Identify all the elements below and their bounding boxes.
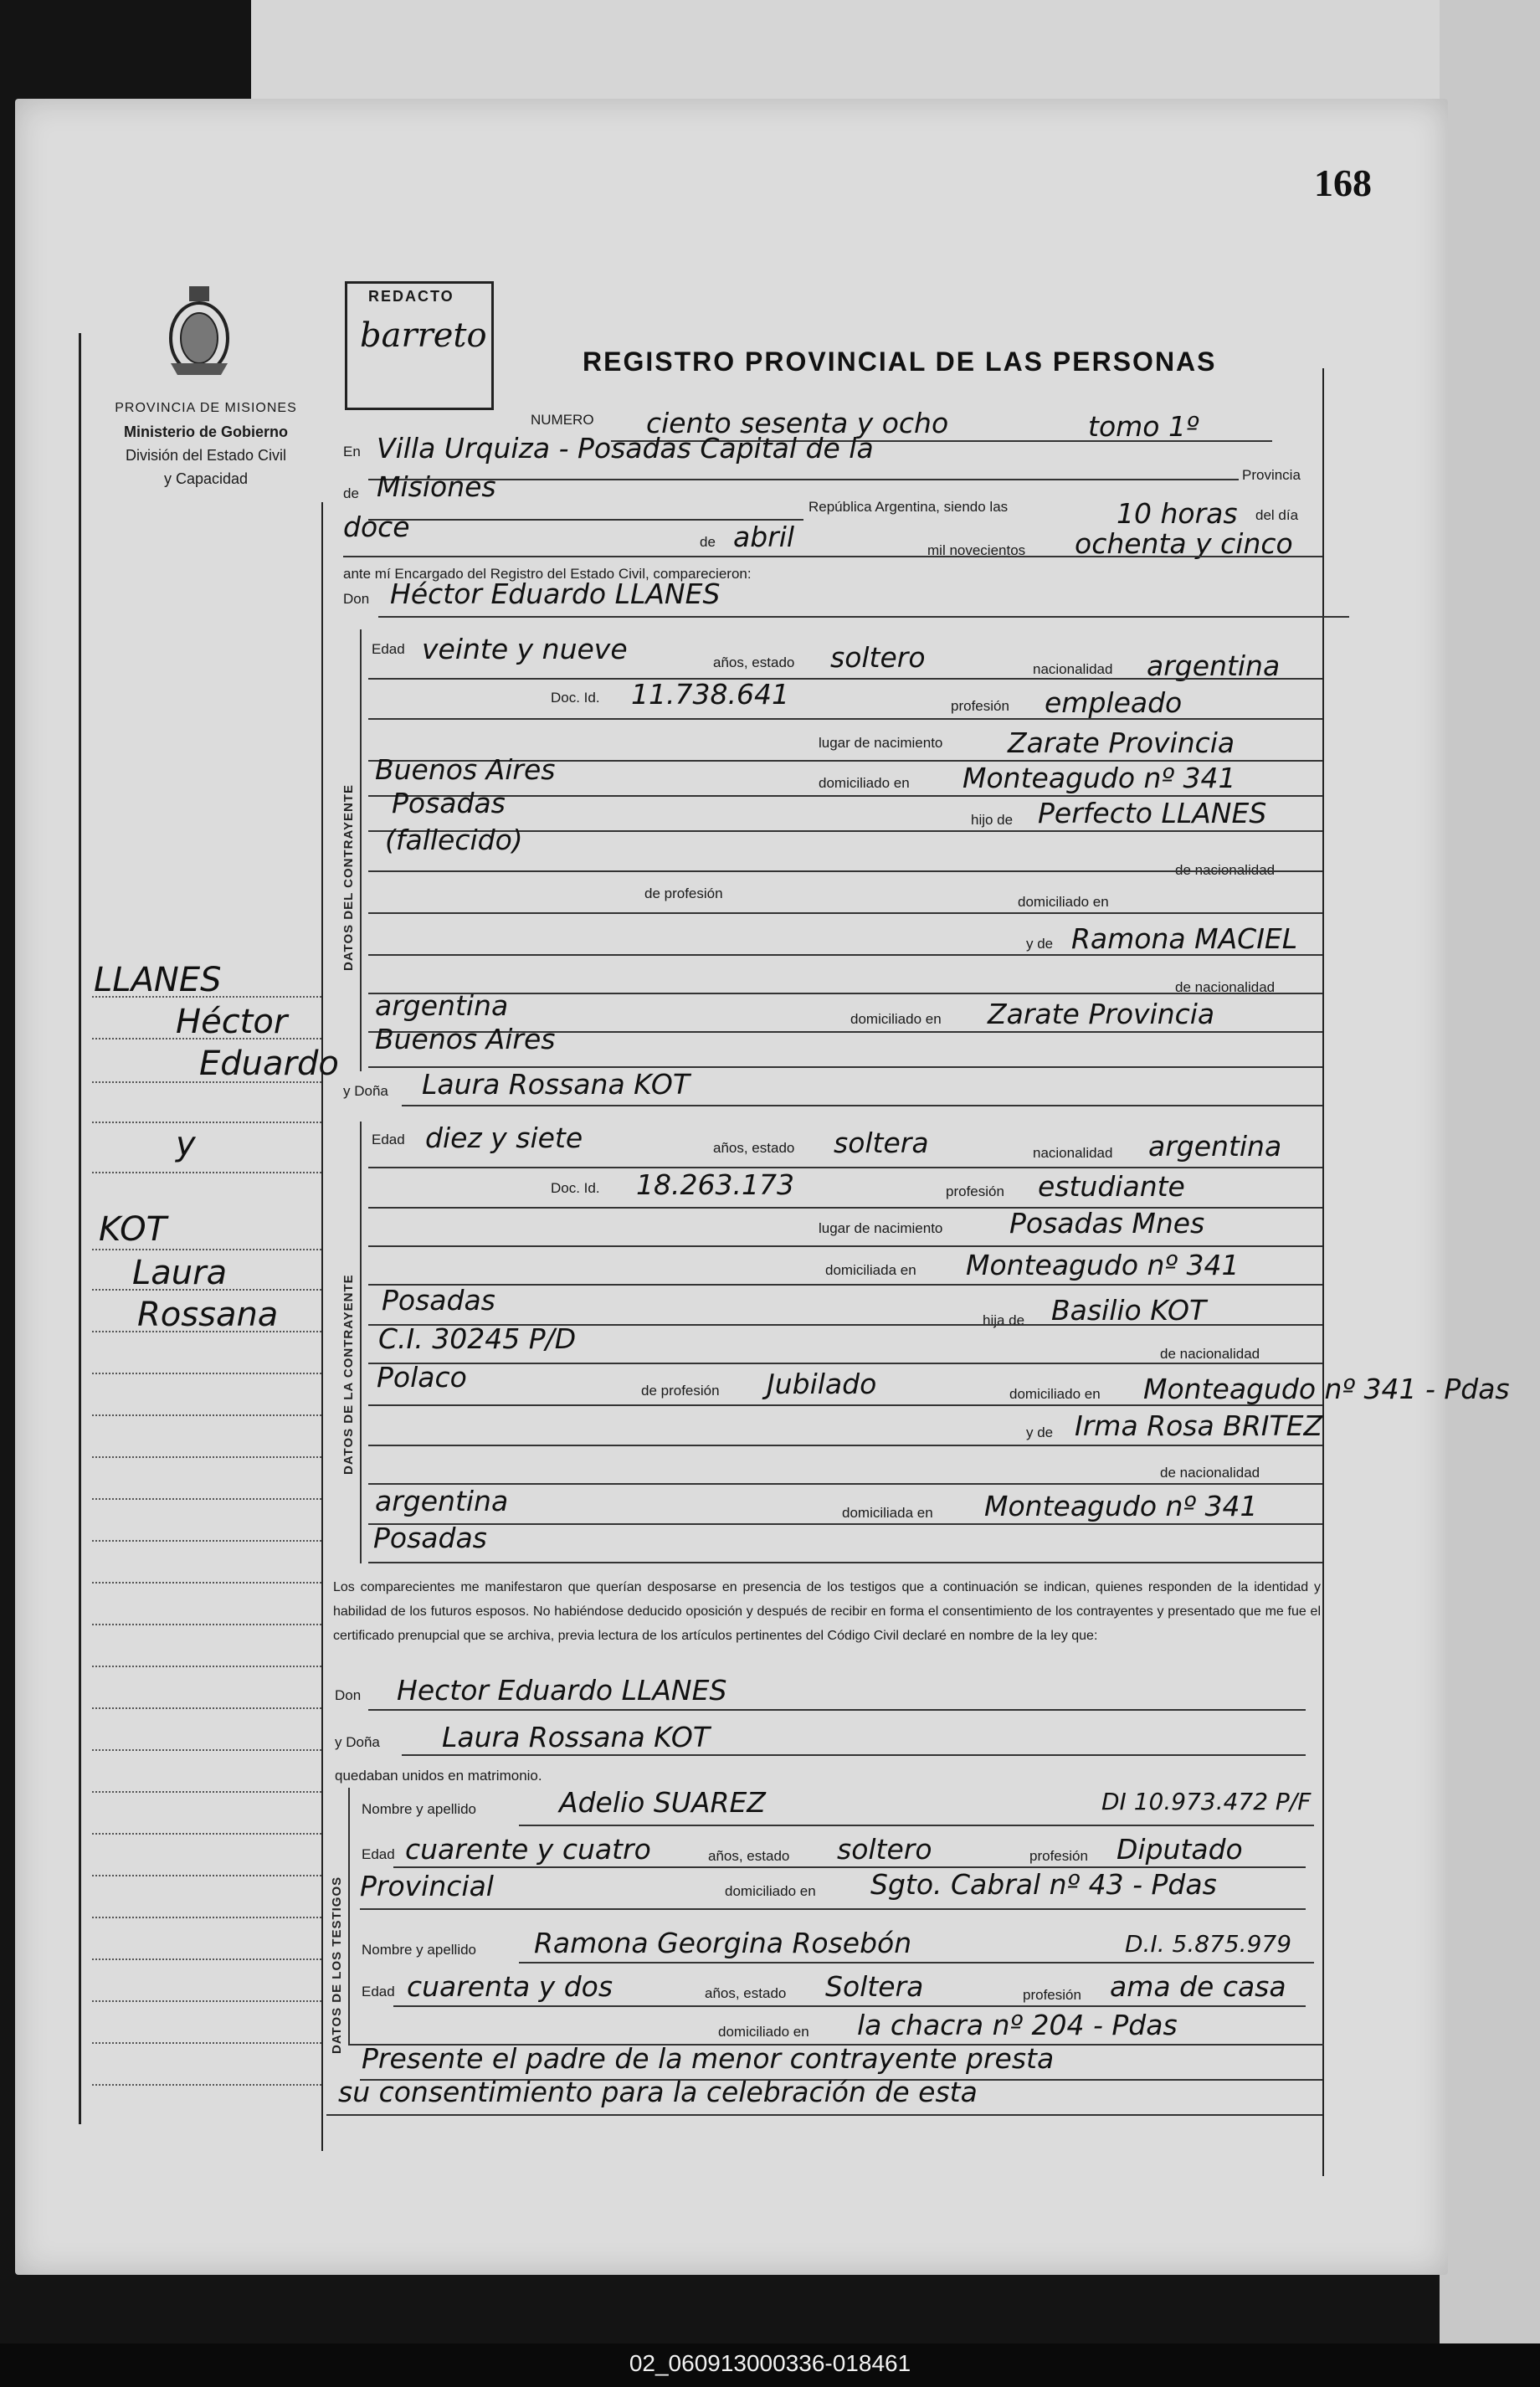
hour-value: 10 horas <box>1116 497 1238 530</box>
groom-parent-label: hijo de <box>971 812 1014 828</box>
underline <box>519 1825 1314 1826</box>
bride-mother-address: Monteagudo nº 341 <box>984 1490 1258 1522</box>
underline <box>368 718 1322 720</box>
margin-border <box>79 333 81 2124</box>
groom-doc-label: Doc. Id. <box>551 690 600 706</box>
underline <box>368 954 1322 956</box>
year-value: ochenta y cinco <box>1075 527 1293 560</box>
margin-rule <box>92 1791 321 1794</box>
groom-mother: Ramona MACIEL <box>1071 922 1298 955</box>
bride-mother-nationality: argentina <box>375 1485 509 1517</box>
groom-mother-address-label: domiciliado en <box>850 1011 942 1027</box>
groom-mother-address-cont: Buenos Aires <box>375 1023 556 1055</box>
bride-father-profession-label: de profesión <box>641 1383 720 1399</box>
w2-profession: ama de casa <box>1110 1970 1286 2003</box>
groom-mother-label: y de <box>1026 936 1054 952</box>
w1-name: Adelio SUAREZ <box>559 1786 766 1819</box>
bride-father-nationality: Polaco <box>377 1361 467 1394</box>
declaration-bride: Laura Rossana KOT <box>442 1721 711 1753</box>
margin-name1-bride: Laura <box>132 1254 228 1292</box>
bride-profession-label: profesión <box>946 1183 1004 1199</box>
bride-father-nationality-label: de nacionalidad <box>1160 1346 1260 1362</box>
bride-father-address-label: domiciliado en <box>1009 1386 1101 1402</box>
w1-profession-label: profesión <box>1029 1848 1088 1864</box>
margin-name2-groom: Eduardo <box>199 1045 339 1083</box>
groom-status-label: años, estado <box>713 654 795 670</box>
bride-name: Laura Rossana KOT <box>422 1068 690 1101</box>
margin-surname-groom: LLANES <box>94 961 222 999</box>
w2-doc: D.I. 5.875.979 <box>1125 1930 1292 1958</box>
appearance-text: ante mí Encargado del Registro del Estado Civil, comparecieron: <box>343 566 752 582</box>
underline <box>368 870 1322 872</box>
ministry-name: Ministerio de Gobierno <box>123 424 288 440</box>
province-name: PROVINCIA DE MISIONES <box>115 401 297 415</box>
underline <box>368 993 1322 994</box>
underline <box>368 678 1322 680</box>
margin-surname-bride: KOT <box>99 1210 167 1249</box>
issuer-header <box>80 397 331 490</box>
volume-number: tomo 1º <box>1088 410 1199 443</box>
w1-doc: DI 10.973.472 P/F <box>1101 1788 1312 1815</box>
margin-rule <box>92 1917 321 1919</box>
bride-doc-number: 18.263.173 <box>636 1168 794 1201</box>
groom-father: Perfecto LLANES <box>1038 797 1267 829</box>
record-number: ciento sesenta y ocho <box>646 407 949 439</box>
underline <box>368 1284 1322 1286</box>
margin-rule <box>92 2084 321 2087</box>
bride-profession: estudiante <box>1038 1170 1185 1203</box>
groom-age: veinte y nueve <box>422 633 628 665</box>
bride-mother-label: y de <box>1026 1424 1054 1440</box>
w2-status-label: años, estado <box>705 1985 787 2001</box>
groom-profession-label: profesión <box>951 698 1009 714</box>
margin-rule <box>92 1875 321 1877</box>
republic-text: República Argentina, siendo las <box>808 499 1009 515</box>
de-month-label: de <box>700 534 716 550</box>
margin-divider <box>321 502 323 2151</box>
bride-mother-nationality-label: de nacionalidad <box>1160 1465 1260 1481</box>
margin-rule <box>92 1666 321 1668</box>
groom-doc-number: 11.738.641 <box>631 678 789 711</box>
groom-name: Héctor Eduardo LLANES <box>390 578 721 610</box>
background-right <box>1440 0 1540 2387</box>
bride-mother: Irma Rosa BRITEZ <box>1075 1409 1323 1442</box>
groom-mother-nationality: argentina <box>375 989 509 1022</box>
w2-address: la chacra nº 204 - Pdas <box>857 2009 1178 2041</box>
bride-address-label: domiciliada en <box>825 1262 916 1278</box>
underline <box>360 1908 1306 1910</box>
file-name: 02_060913000336-018461 <box>629 2350 911 2376</box>
underline <box>402 1754 1306 1756</box>
w1-age: cuarente y cuatro <box>405 1833 651 1866</box>
groom-father-status: (fallecido) <box>385 824 523 856</box>
w2-address-label: domiciliado en <box>718 2024 809 2040</box>
groom-nationality-label: nacionalidad <box>1033 661 1113 677</box>
margin-rule <box>92 1456 321 1459</box>
w1-marital-status: soltero <box>837 1833 932 1866</box>
declaration-don-label: Don <box>335 1687 362 1703</box>
underline <box>368 1363 1322 1364</box>
w2-age: cuarenta y dos <box>407 1970 613 2003</box>
bride-father-address: Monteagudo nº 341 - Pdas <box>1143 1373 1510 1405</box>
margin-conjunction: y <box>176 1125 196 1163</box>
margin-rule <box>92 1498 321 1501</box>
underline <box>368 1483 1322 1485</box>
groom-address: Monteagudo nº 341 <box>963 762 1236 794</box>
bride-father-doc: C.I. 30245 P/D <box>378 1322 577 1355</box>
bride-address: Monteagudo nº 341 <box>966 1249 1240 1281</box>
groom-nationality: argentina <box>1147 649 1281 682</box>
bride-doc-label: Doc. Id. <box>551 1180 600 1196</box>
margin-rule <box>92 1373 321 1375</box>
place-of-registration: Villa Urquiza - Posadas Capital de la <box>377 432 874 465</box>
declaration-text: Los comparecientes me manifestaron que querían desposarse en presencia de los testigos que a continuación se indican, quienes responden de la identidad y habilidad de los futuros esposos. No habiéndose deducido oposición y después de recibir en forma el consentimiento de los contrayentes y presentado que me fue el certificado prenupcial que se archiva, previa lectura de los artículos pertinentes del Código Civil declaré en nombre de la ley que: <box>333 1580 1321 1643</box>
margin-rule <box>92 1414 321 1417</box>
groom-address-label: domiciliado en <box>819 775 910 791</box>
witnesses-section-label: DATOS DE LOS TESTIGOS <box>330 1876 344 2054</box>
year-prefix-text: mil novecientos <box>927 542 1026 558</box>
w2-name-label: Nombre y apellido <box>362 1942 477 1958</box>
margin-rule <box>92 1122 321 1124</box>
division-line1: División del Estado Civil <box>125 447 287 464</box>
underline <box>368 912 1322 914</box>
w1-name-label: Nombre y apellido <box>362 1801 477 1817</box>
groom-marital-status: soltero <box>830 641 926 674</box>
margin-rule <box>92 1249 321 1251</box>
declaration-closing: quedaban unidos en matrimonio. <box>335 1768 542 1784</box>
province-value: Misiones <box>377 470 496 503</box>
w1-profession-cont: Provincial <box>360 1870 494 1902</box>
margin-rule <box>92 1172 321 1174</box>
don-label: Don <box>343 591 370 607</box>
underline <box>368 1445 1322 1446</box>
bride-age: diez y siete <box>425 1122 583 1154</box>
bride-birthplace-label: lugar de nacimiento <box>819 1220 943 1236</box>
month-value: abril <box>733 521 795 553</box>
bride-nationality: argentina <box>1148 1130 1282 1163</box>
bride-section-label: DATOS DE LA CONTRAYENTE <box>341 1274 356 1475</box>
w2-marital-status: Soltera <box>825 1970 924 2003</box>
groom-father-profession-label: de profesión <box>644 886 723 901</box>
margin-name1-groom: Héctor <box>176 1003 288 1041</box>
underline <box>368 1709 1306 1711</box>
underline <box>368 1167 1322 1168</box>
folio-number: 168 <box>1314 162 1372 204</box>
underline <box>519 1962 1314 1964</box>
margin-rule <box>92 1582 321 1584</box>
underline <box>368 479 1239 480</box>
w2-profession-label: profesión <box>1023 1987 1081 2003</box>
margin-name2-bride: Rossana <box>137 1296 279 1334</box>
margin-rule <box>92 2000 321 2003</box>
margin-rule <box>92 1707 321 1710</box>
drafted-stamp-label: REDACTO <box>368 288 454 305</box>
groom-birthplace: Zarate Provincia <box>1008 726 1235 759</box>
groom-mother-address: Zarate Provincia <box>988 998 1215 1030</box>
groom-birthplace-cont: Buenos Aires <box>375 753 556 786</box>
w2-age-label: Edad <box>362 1984 395 1999</box>
page-title: REGISTRO PROVINCIAL DE LAS PERSONAS <box>583 346 1217 377</box>
groom-address-cont: Posadas <box>392 787 506 819</box>
bride-mother-address-cont: Posadas <box>373 1522 487 1554</box>
underline <box>368 1562 1322 1563</box>
underline <box>368 1245 1322 1247</box>
bride-father-profession: Jubilado <box>767 1368 877 1400</box>
groom-father-nationality-label: de nacionalidad <box>1175 862 1276 878</box>
w1-address-label: domiciliado en <box>725 1883 816 1899</box>
declaration-groom: Hector Eduardo LLANES <box>397 1674 727 1707</box>
margin-rule <box>92 1624 321 1626</box>
underline <box>378 616 1349 618</box>
provincia-label: Provincia <box>1242 467 1301 483</box>
day-value: doce <box>343 511 410 543</box>
margin-rule <box>92 1540 321 1543</box>
division-line2: y Capacidad <box>163 470 249 487</box>
groom-mother-nationality-label: de nacionalidad <box>1175 979 1276 995</box>
groom-section-label: DATOS DEL CONTRAYENTE <box>341 784 356 971</box>
w1-age-label: Edad <box>362 1846 395 1862</box>
bride-parent-label: hija de <box>983 1312 1025 1328</box>
w2-name: Ramona Georgina Rosebón <box>534 1927 912 1959</box>
groom-profession: empleado <box>1045 686 1183 719</box>
bride-status-label: años, estado <box>713 1140 795 1156</box>
groom-birthplace-label: lugar de nacimiento <box>819 735 943 751</box>
underline <box>368 1404 1322 1406</box>
dona-label: y Doña <box>343 1083 388 1099</box>
consent-note-line1: Presente el padre de la menor contrayente presta <box>362 2042 1055 2075</box>
underline <box>393 2005 1306 2007</box>
bride-address-cont: Posadas <box>382 1284 495 1317</box>
underline <box>343 556 1322 557</box>
declaration-dona-label: y Doña <box>335 1734 380 1750</box>
underline <box>326 2114 1322 2116</box>
margin-rule <box>92 2042 321 2045</box>
margin-rule <box>92 1833 321 1835</box>
underline <box>368 1523 1322 1525</box>
w1-address: Sgto. Cabral nº 43 - Pdas <box>870 1868 1217 1901</box>
numero-label: NUMERO <box>531 412 594 428</box>
bride-mother-address-label: domiciliada en <box>842 1505 933 1521</box>
bride-age-label: Edad <box>372 1132 405 1147</box>
w1-profession: Diputado <box>1116 1833 1243 1866</box>
de-label: de <box>343 485 359 501</box>
bride-marital-status: soltera <box>834 1127 929 1159</box>
drafted-stamp-signature: barreto <box>360 316 487 355</box>
groom-age-label: Edad <box>372 641 405 657</box>
provincial-seal-icon <box>159 283 239 383</box>
consent-note-line2: su consentimiento para la celebración de esta <box>338 2076 978 2108</box>
del-dia-label: del día <box>1255 507 1299 523</box>
margin-rule <box>92 1749 321 1752</box>
margin-rule <box>92 1958 321 1961</box>
bride-birthplace: Posadas Mnes <box>1009 1207 1205 1240</box>
bride-nationality-label: nacionalidad <box>1033 1145 1113 1161</box>
bride-father: Basilio KOT <box>1051 1294 1207 1327</box>
underline <box>402 1105 1322 1106</box>
en-label: En <box>343 444 361 459</box>
w1-status-label: años, estado <box>708 1848 790 1864</box>
groom-father-address-label: domiciliado en <box>1018 894 1109 910</box>
